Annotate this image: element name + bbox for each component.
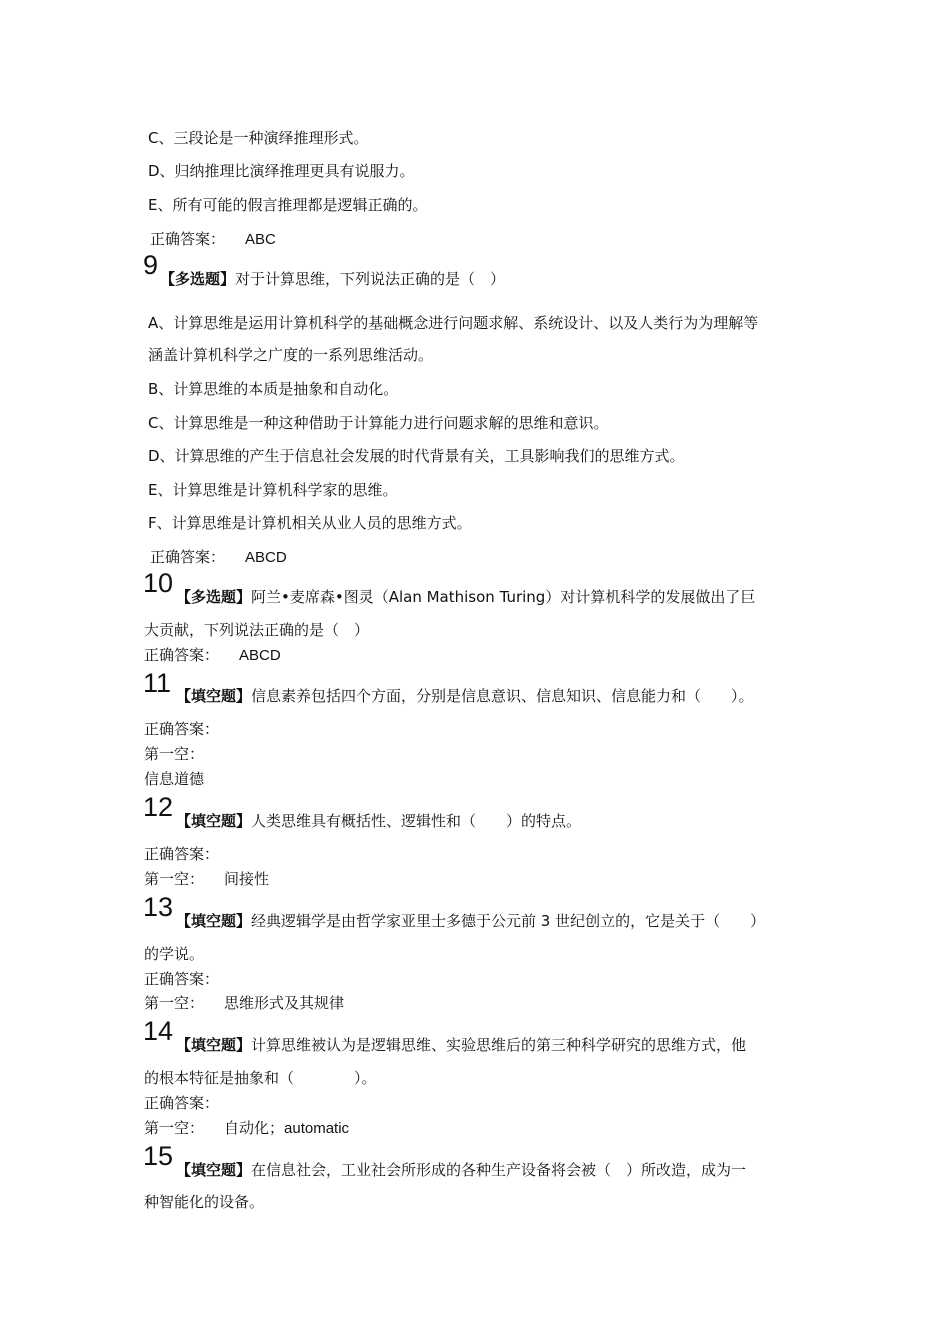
q9-option-d: D、计算思维的产生于信息社会发展的时代背景有关，工具影响我们的思维方式。 xyxy=(148,447,685,465)
q12-stem xyxy=(176,811,581,831)
question-type-tag: 【填空题】 xyxy=(176,687,252,705)
blank-label: 第一空： xyxy=(144,994,205,1012)
q9-option-b: B、计算思维的本质是抽象和自动化。 xyxy=(148,380,399,398)
question-type-tag: 【填空题】 xyxy=(176,812,252,830)
question-text: 人类思维具有概括性、逻辑性和（ ）的特点。 xyxy=(251,812,582,830)
q12-answer-label: 正确答案： xyxy=(144,845,220,863)
q15-stem-line1 xyxy=(176,1160,746,1180)
answer-value: ABCD xyxy=(245,549,287,566)
question-text: 阿兰•麦席森•图灵（Alan Mathison Turing）对计算机科学的发展做出了巨 xyxy=(251,588,756,606)
question-type-tag: 【多选题】 xyxy=(176,588,252,606)
blank-label: 第一空： xyxy=(144,1119,205,1137)
q13-blank xyxy=(144,993,344,1014)
q14-answer-label: 正确答案： xyxy=(144,1094,220,1112)
q14-stem-line2: 的根本特征是抽象和（ ）。 xyxy=(144,1069,377,1087)
blank-label: 第一空： xyxy=(144,870,205,888)
q9-option-e: E、计算思维是计算机科学家的思维。 xyxy=(148,481,398,499)
answer-value: ABC xyxy=(245,231,276,248)
question-type-tag: 【填空题】 xyxy=(176,912,252,930)
q8-option-e: E、所有可能的假言推理都是逻辑正确的。 xyxy=(148,196,428,214)
q13-answer-label: 正确答案： xyxy=(144,970,220,988)
q13-stem-line1 xyxy=(176,911,765,931)
answer-label: 正确答案： xyxy=(150,230,226,248)
q11-answer-label: 正确答案： xyxy=(144,720,220,738)
q9-answer xyxy=(150,547,287,568)
question-type-tag: 【填空题】 xyxy=(176,1161,252,1179)
q9-number: 9 xyxy=(143,250,159,280)
q9-stem xyxy=(160,269,505,289)
blank-value: 思维形式及其规律 xyxy=(224,995,345,1012)
question-text: 经典逻辑学是由哲学家亚里士多德于公元前 3 世纪创立的，它是关于（ ） xyxy=(251,912,766,930)
q12-blank xyxy=(144,869,269,890)
answer-value: ABCD xyxy=(239,647,281,664)
answer-label: 正确答案： xyxy=(150,548,226,566)
q14-number: 14 xyxy=(143,1016,174,1046)
q13-number: 13 xyxy=(143,892,174,922)
q8-answer xyxy=(150,229,276,250)
q9-option-f: F、计算思维是计算机相关从业人员的思维方式。 xyxy=(148,514,472,532)
q10-stem-line1 xyxy=(176,587,755,607)
question-type-tag: 【填空题】 xyxy=(176,1036,252,1054)
q11-blank-label: 第一空： xyxy=(144,745,205,763)
question-text: 信息素养包括四个方面，分别是信息意识、信息知识、信息能力和（ ）。 xyxy=(251,687,754,705)
q9-option-a-line1: A、计算思维是运用计算机科学的基础概念进行问题求解、系统设计、以及人类行为为理解等 xyxy=(148,314,759,332)
q8-option-d: D、归纳推理比演绎推理更具有说服力。 xyxy=(148,162,415,180)
q10-stem-line2: 大贡献，下列说法正确的是（ ） xyxy=(144,621,370,639)
blank-value: 自动化；automatic xyxy=(224,1120,350,1137)
q15-stem-line2: 种智能化的设备。 xyxy=(144,1193,265,1211)
q15-number: 15 xyxy=(143,1141,174,1171)
q10-number: 10 xyxy=(143,568,174,598)
q13-stem-line2: 的学说。 xyxy=(144,945,205,963)
q11-number: 11 xyxy=(143,668,172,698)
q11-blank-value: 信息道德 xyxy=(144,770,205,788)
blank-value: 间接性 xyxy=(224,871,270,888)
question-text: 在信息社会，工业社会所形成的各种生产设备将会被（ ）所改造，成为一 xyxy=(251,1161,747,1179)
q14-stem-line1 xyxy=(176,1035,746,1055)
question-text: 对于计算思维，下列说法正确的是（ ） xyxy=(235,270,506,288)
q11-stem xyxy=(176,686,754,706)
question-text: 计算思维被认为是逻辑思维、实验思维后的第三种科学研究的思维方式，他 xyxy=(251,1036,747,1054)
q9-option-a-line2: 涵盖计算机科学之广度的一系列思维活动。 xyxy=(148,346,434,364)
q8-option-c: C、三段论是一种演绎推理形式。 xyxy=(148,129,369,147)
q14-blank xyxy=(144,1118,349,1139)
q10-answer xyxy=(144,645,281,666)
q9-option-c: C、计算思维是一种这种借助于计算能力进行问题求解的思维和意识。 xyxy=(148,414,609,432)
answer-label: 正确答案： xyxy=(144,646,220,664)
question-type-tag: 【多选题】 xyxy=(160,270,236,288)
q12-number: 12 xyxy=(143,792,174,822)
